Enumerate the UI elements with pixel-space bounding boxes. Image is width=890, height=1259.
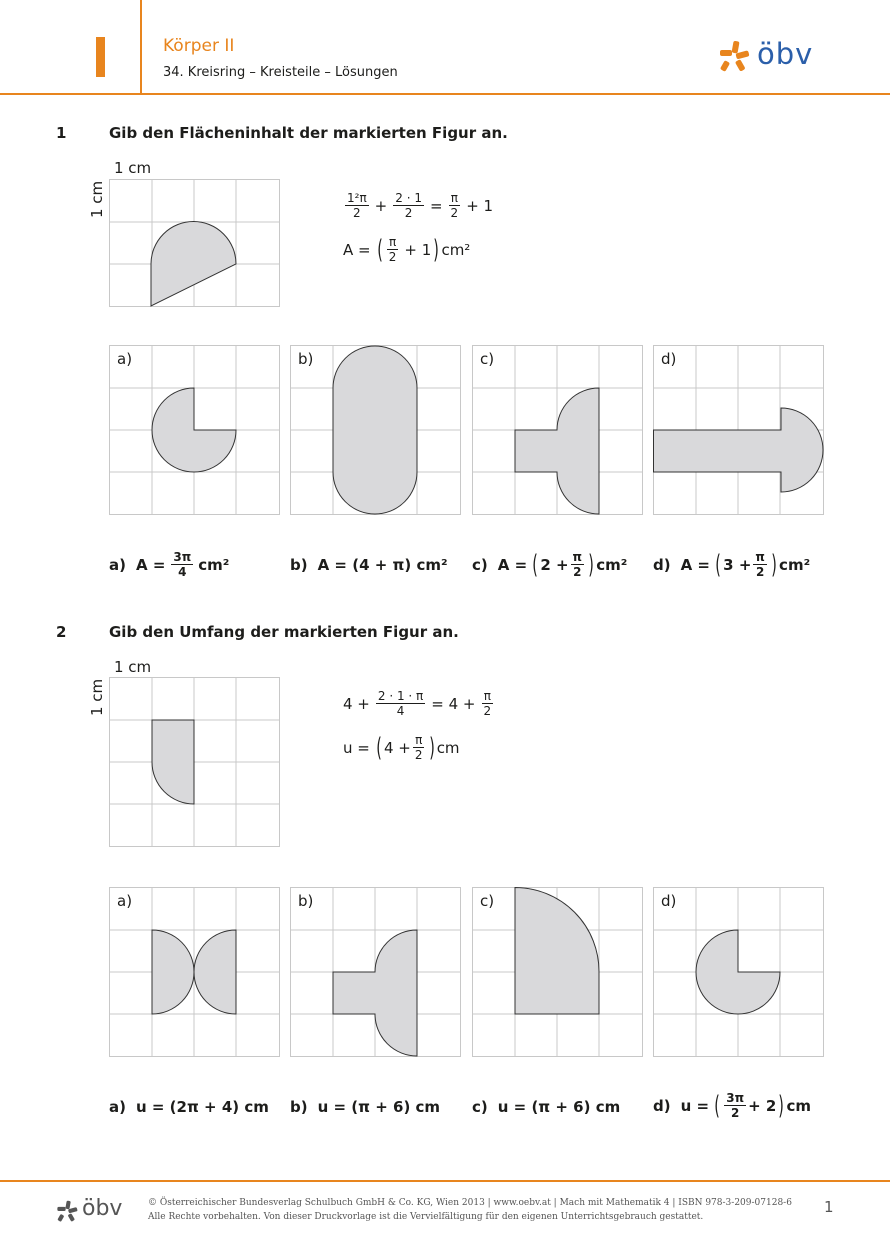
task-2-figure-a-label: a) <box>117 892 133 910</box>
page-title: Körper II <box>163 36 235 56</box>
footer-rule <box>0 1180 890 1182</box>
task-1-figure-a-label: a) <box>117 350 133 368</box>
task-2-answer-c: c) u = (π + 6) cm <box>472 1098 621 1116</box>
frac-1: $\frac{\text{1²π}}{2}$ <box>347 191 367 220</box>
header-accent-bar <box>96 37 105 77</box>
footer-star-icon <box>56 1200 78 1222</box>
task-1-unit-vertical: 1 cm <box>88 180 106 218</box>
task-2-figure-b-label: b) <box>298 892 314 910</box>
task-1-answer-b: b) A = (4 + π) cm² <box>290 556 448 574</box>
task-1-figure-d <box>653 345 824 515</box>
task-2-answer-a: a) u = (2π + 4) cm <box>109 1098 269 1116</box>
header-rule <box>0 93 890 95</box>
task-2-unit-horizontal: 1 cm <box>114 658 152 676</box>
task-1-unit-horizontal: 1 cm <box>114 159 152 177</box>
task-1-figure-c-label: c) <box>480 350 495 368</box>
task-2-example-figure <box>109 677 280 847</box>
footer-brand-text: öbv <box>82 1196 123 1221</box>
header-divider <box>140 0 142 94</box>
task-1-figure-c <box>472 345 643 515</box>
task-1-example-calculation: $\frac{\text{1²π}}{2}$ + $\frac{2 \cdot 1}{2}$ = $\frac{\pi}{2}$ + 1 <box>347 191 494 220</box>
task-1-answer-a: a) A = $\frac{3\pi}{4}$ cm² <box>109 550 230 579</box>
task-1-answer-c: c) A = ( 2 + $\frac{\pi}{2}$ ) cm² <box>472 549 628 580</box>
task-1-instruction: Gib den Flächeninhalt der markierten Figur an. <box>109 124 508 142</box>
task-2-example-result: u = ( 4 + $\frac{\pi}{2}$ ) cm <box>343 732 460 763</box>
task-2-unit-vertical: 1 cm <box>88 678 106 716</box>
task-2-number: 2 <box>56 623 67 641</box>
task-2-figure-a <box>109 887 280 1057</box>
page-number: 1 <box>824 1198 834 1216</box>
task-1-example-figure <box>109 179 280 307</box>
frac-3: $\frac{\pi}{2}$ <box>450 191 459 220</box>
frac-2: $\frac{2 \cdot 1}{2}$ <box>395 191 422 220</box>
footer-rights: Alle Rechte vorbehalten. Von dieser Druckvorlage ist die Vervielfältigung für den eigenen Unterrichtsgebrauch gestattet. <box>148 1212 704 1222</box>
page-subtitle: 34. Kreisring – Kreisteile – Lösungen <box>163 65 398 80</box>
task-1-figure-b-label: b) <box>298 350 314 368</box>
task-1-answer-d: d) A = ( 3 + $\frac{\pi}{2}$ ) cm² <box>653 549 811 580</box>
task-2-figure-c <box>472 887 643 1057</box>
task-2-example-calculation: 4 + $\frac{2 \cdot 1 \cdot \pi}{4}$ = 4 + $\frac{\pi}{2}$ <box>343 689 492 718</box>
obv-star-icon <box>718 40 750 72</box>
task-2-figure-d-label: d) <box>661 892 677 910</box>
task-1-figure-a <box>109 345 280 515</box>
task-2-figure-c-label: c) <box>480 892 495 910</box>
footer-copyright: © Österreichischer Bundesverlag Schulbuch GmbH & Co. KG, Wien 2013 | www.oebv.at | Mach mit Mathematik 4 | ISBN 978-3-209-07128-6 <box>148 1198 792 1208</box>
task-2-answer-b: b) u = (π + 6) cm <box>290 1098 441 1116</box>
task-1-number: 1 <box>56 124 67 142</box>
task-2-answer-d: d) u = ( $\frac{3\pi}{2}$ + 2 ) cm <box>653 1090 811 1121</box>
task-1-example-result: A = ( $\frac{\pi}{2}$ + 1 ) cm² <box>343 234 471 265</box>
task-1-figure-d-label: d) <box>661 350 677 368</box>
task-1-figure-b <box>290 345 461 515</box>
brand-logo-text: öbv <box>757 37 814 71</box>
task-2-figure-d <box>653 887 824 1057</box>
task-2-instruction: Gib den Umfang der markierten Figur an. <box>109 623 459 641</box>
task-2-figure-b <box>290 887 461 1057</box>
